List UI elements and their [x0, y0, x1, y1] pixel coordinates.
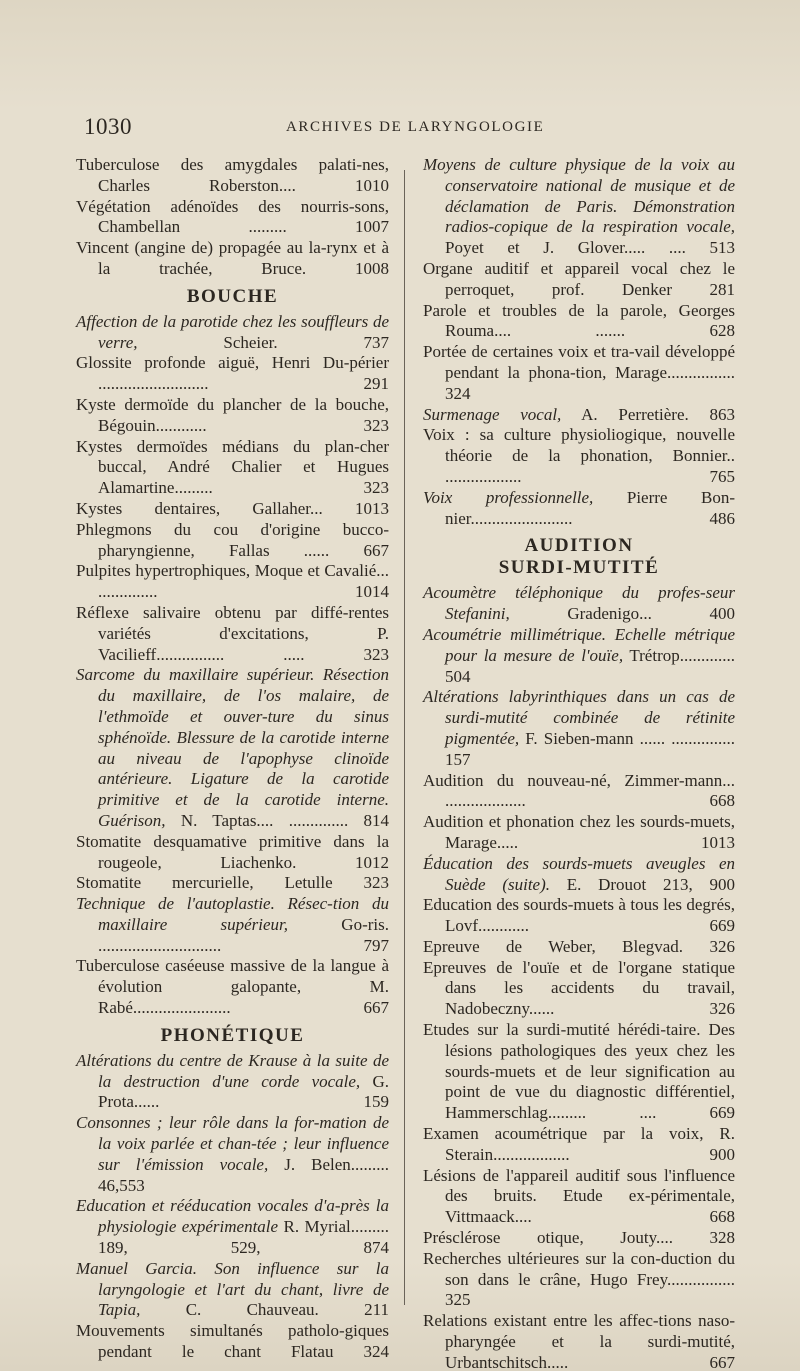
entry-text: Réflexe salivaire obtenu par diffé-rentes variétés d'excitations, P. Vacilieff................ .....	[76, 602, 389, 664]
entry-title: Sarcome du maxillaire supérieur. Résection du maxillaire, de l'os malaire, de l'ethmoïde et ouver-ture du sinus sphénoïde. Blessure de la carotide interne au niveau de l'apophyse clinoïde antérieure. Ligature de la carotide primitive et de la carotide interne. Guérison,	[76, 665, 389, 830]
index-entry	[76, 395, 389, 437]
index-entry	[76, 832, 389, 874]
index-entry	[423, 1228, 735, 1249]
entry-page-ref: 669	[709, 916, 735, 936]
entry-page-ref: 1013	[701, 832, 735, 852]
entry-title: Voix professionnelle,	[423, 487, 594, 507]
entry-page-ref: 628	[709, 321, 736, 341]
entry-text: Portée de certaines voix et tra-vail développé pendant la phona-tion, Marage................	[423, 342, 735, 382]
entry-page-ref: 328	[709, 1228, 736, 1248]
entry-page-ref: 765	[709, 466, 735, 486]
entry-title: Acoumétrie millimétrique. Echelle métrique pour la mesure de l'ouïe,	[423, 624, 735, 665]
index-entry	[76, 437, 389, 499]
index-entry	[76, 499, 389, 520]
entry-page-ref: 324	[445, 383, 471, 403]
entry-page-ref: 797	[363, 935, 389, 955]
entry-page-ref: 159	[363, 1092, 389, 1112]
index-entry	[423, 625, 735, 687]
section-heading-line: SURDI-MUTITÉ	[498, 557, 660, 579]
entry-title: Education et rééducation vocales d'a-près la physiologie expérimentale	[76, 1196, 389, 1237]
entry-page-ref: 1013	[355, 498, 390, 518]
entry-page-ref: 814	[363, 810, 389, 830]
entry-title: Consonnes ; leur rôle dans la for-mation de la voix parlée et chan-tée ; leur influence sur l'émission vocale,	[76, 1113, 389, 1174]
entry-page-ref: 669	[709, 1103, 735, 1123]
index-entry	[76, 1051, 389, 1113]
index-entry	[76, 520, 389, 562]
entry-text: Glossite profonde aiguë, Henri Du-périer ..........................	[76, 353, 389, 394]
entry-page-ref: 486	[709, 508, 735, 528]
entry-page-ref: 323	[363, 644, 389, 664]
entry-text: Kyste dermoïde du plancher de la bouche, Bégouin............	[76, 394, 389, 435]
entry-text: Go-ris. .............................	[98, 914, 389, 955]
index-entry	[423, 1249, 735, 1311]
entry-page-ref: 323	[363, 415, 389, 435]
entry-text: Stomatite desquamative primitive dans la rougeole, Liachenko.	[76, 831, 389, 872]
index-entry	[76, 603, 389, 665]
index-entry	[423, 259, 735, 301]
entry-page-ref: 291	[363, 374, 389, 394]
entry-page-ref: 1007	[355, 217, 389, 237]
entry-page-ref: 400	[709, 604, 735, 624]
entry-page-ref: 157	[445, 749, 471, 769]
entry-text: Vincent (angine de) propagée au la-rynx et à la trachée, Bruce.	[76, 238, 389, 278]
entry-text: R. Myrial.........	[283, 1217, 389, 1237]
entry-text: Phlegmons du cou d'origine bucco-pharyngienne, Fallas ......	[76, 519, 389, 560]
entry-page-ref: 325	[445, 1290, 471, 1310]
index-entry	[423, 1311, 735, 1371]
index-entry	[76, 1321, 389, 1363]
index-entry	[423, 1020, 735, 1124]
entry-page-ref: 900	[709, 1144, 735, 1164]
index-entry	[76, 894, 389, 956]
section-heading	[423, 535, 735, 579]
entry-page-ref: 737	[363, 332, 390, 352]
entry-page-ref: 326	[709, 999, 735, 1019]
entry-title: Éducation des sourds-muets aveugles en Suède (suite).	[423, 853, 735, 894]
entry-text: N. Taptas.... ..............	[180, 810, 349, 830]
index-entry	[76, 312, 389, 354]
left-column	[76, 155, 389, 1363]
entry-text: Recherches ultérieures sur la con-duction du son dans le crâne, Hugo Frey................	[423, 1248, 735, 1289]
entry-text: Trétrop.............	[629, 645, 735, 665]
entry-title: Manuel Garcia. Son influence sur la laryngologie et l'art du chant, livre de Tapia,	[76, 1258, 389, 1320]
index-entry	[423, 342, 735, 404]
entry-page-ref: 1008	[355, 258, 389, 278]
entry-text: F. Sieben-mann ...... ...............	[525, 728, 736, 748]
entry-text: Audition du nouveau-né, Zimmer-mann... ...................	[423, 770, 735, 811]
entry-title: Altérations labyrinthiques dans un cas de surdi-mutité combinée de rétinite pigmentée,	[423, 687, 735, 748]
right-column	[423, 155, 735, 1371]
entry-page-ref: 46,553	[98, 1175, 145, 1195]
entry-page-ref: 213, 900	[663, 874, 735, 894]
entry-text: Epreuves de l'ouïe et de l'organe statique dans les accidents du travail, Nadobeczny......	[423, 957, 735, 1019]
entry-text: J. Belen.........	[284, 1154, 390, 1174]
entry-text: Kystes dentaires, Gallaher...	[76, 498, 323, 518]
index-entry	[423, 937, 735, 958]
entry-text: G. Prota......	[98, 1071, 389, 1112]
entry-page-ref: 326	[709, 936, 735, 956]
entry-text: Tuberculose caséeuse massive de la langue à évolution galopante, M. Rabé.......................	[76, 956, 389, 1018]
entry-page-ref: 668	[709, 1207, 735, 1227]
entry-title: Affection de la parotide chez les souffleurs de verre,	[76, 311, 389, 352]
entry-page-ref: 189, 529, 874	[98, 1238, 389, 1258]
index-entry	[76, 665, 389, 831]
entry-text: E. Drouot	[566, 874, 647, 894]
entry-text: Tuberculose des amygdales palati-nes, Charles Roberston....	[76, 155, 389, 195]
entry-text: Pierre Bon-nier........................	[445, 487, 735, 528]
entry-text: Poyet et J. Glover..... ....	[445, 238, 686, 258]
entry-page-ref: 863	[709, 404, 736, 424]
entry-title: Surmenage vocal,	[423, 404, 562, 424]
entry-text: Présclérose otique, Jouty....	[423, 1228, 673, 1248]
entry-text: Végétation adénoïdes des nourris-sons, Chambellan .........	[76, 196, 389, 237]
entry-page-ref: 281	[709, 279, 735, 299]
index-entry	[423, 1124, 735, 1166]
index-entry	[423, 301, 735, 343]
entry-text: Organe auditif et appareil vocal chez le perroquet, prof. Denker	[423, 258, 735, 299]
entry-text: Audition et phonation chez les sourds-muets, Marage.....	[423, 812, 735, 852]
entry-page-ref: 324	[363, 1342, 390, 1362]
entry-title: Moyens de culture physique de la voix au conservatoire national de musique et de déclamation de Paris. Démonstration radios-copique de la respiration vocale,	[423, 155, 735, 237]
index-entry	[423, 854, 735, 896]
entry-text: Lésions de l'appareil auditif sous l'influence des bruits. Etude ex-périmentale, Vittmaack....	[423, 1165, 735, 1227]
entry-page-ref: 667	[363, 540, 389, 560]
entry-page-ref: 513	[709, 238, 735, 258]
entry-text: C. Chauveau.	[185, 1300, 319, 1320]
entry-text: Pulpites hypertrophiques, Moque et Cavalié... ..............	[76, 561, 389, 602]
entry-text: Kystes dermoïdes médians du plan-cher buccal, André Chalier et Hugues Alamartine.........	[76, 436, 389, 498]
entry-text: Relations existant entre les affec-tions naso-pharyngée et la surdi-mutité, Urbantschitsch.....	[423, 1311, 735, 1371]
entry-text: Gradenigo...	[567, 604, 652, 624]
index-entry	[76, 238, 389, 280]
index-entry	[423, 583, 735, 625]
index-entry	[76, 561, 389, 603]
running-title: ARCHIVES DE LARYNGOLOGIE	[286, 119, 545, 135]
index-entry	[76, 1113, 389, 1196]
entry-text: Parole et troubles de la parole, Georges Rouma.... .......	[423, 300, 735, 341]
section-heading: PHONÉTIQUE	[160, 1024, 305, 1046]
index-entry	[76, 155, 389, 197]
entry-title: Technique de l'autoplastie. Résec-tion du maxillaire supérieur,	[76, 894, 389, 934]
index-entry	[423, 1166, 735, 1228]
entry-page-ref: 323	[363, 478, 389, 498]
entry-text: Voix : sa culture physioliogique, nouvelle théorie de la phonation, Bonnier.. ..................	[423, 425, 735, 486]
entry-page-ref: 1012	[355, 852, 389, 872]
entry-page-ref: 1014	[355, 582, 389, 602]
index-entry	[423, 812, 735, 854]
index-entry	[423, 425, 735, 487]
index-entry	[76, 1196, 389, 1258]
index-entry	[423, 155, 735, 259]
entry-text: Education des sourds-muets à tous les degrés, Lovf............	[423, 895, 735, 936]
entry-title: Altérations du centre de Krause à la suite de la destruction d'une corde vocale,	[76, 1050, 389, 1091]
column-divider	[404, 170, 405, 1305]
entry-text: Stomatite mercurielle, Letulle	[76, 873, 333, 893]
entry-text: Etudes sur la surdi-mutité hérédi-taire. Des lésions pathologiques des yeux chez les sourds-muets et de leur signification au point de vue du diagnostic différentiel, Hammerschlag......... ....	[423, 1020, 735, 1123]
section-heading-line: AUDITION	[524, 535, 634, 557]
entry-title: Acoumètre téléphonique du profes-seur Stefanini,	[423, 583, 735, 624]
entry-page-ref: 211	[364, 1300, 389, 1320]
entry-text: Mouvements simultanés patholo-giques pendant le chant Flatau	[76, 1321, 389, 1362]
index-entry	[76, 873, 389, 894]
index-entry	[423, 687, 735, 770]
section-heading: BOUCHE	[186, 285, 279, 307]
index-entry	[423, 958, 735, 1020]
index-entry	[76, 353, 389, 395]
index-entry	[76, 956, 389, 1018]
entry-page-ref: 668	[709, 791, 735, 811]
index-entry	[76, 1259, 389, 1321]
entry-page-ref: 323	[363, 873, 390, 893]
entry-text: Epreuve de Weber, Blegvad.	[423, 936, 684, 956]
entry-page-ref: 667	[363, 998, 389, 1018]
page-number: 1030	[84, 114, 132, 139]
index-entry	[423, 488, 735, 530]
entry-page-ref: 504	[445, 666, 471, 686]
entry-text: Scheier.	[223, 332, 278, 352]
entry-text: A. Perretière.	[581, 404, 689, 424]
entry-page-ref: 1010	[355, 175, 389, 195]
entry-page-ref: 667	[709, 1352, 735, 1371]
index-entry	[423, 895, 735, 937]
index-entry	[423, 771, 735, 813]
index-entry	[76, 197, 389, 239]
index-entry	[423, 405, 735, 426]
entry-text: Examen acoumétrique par la voix, R. Sterain..................	[423, 1124, 735, 1164]
